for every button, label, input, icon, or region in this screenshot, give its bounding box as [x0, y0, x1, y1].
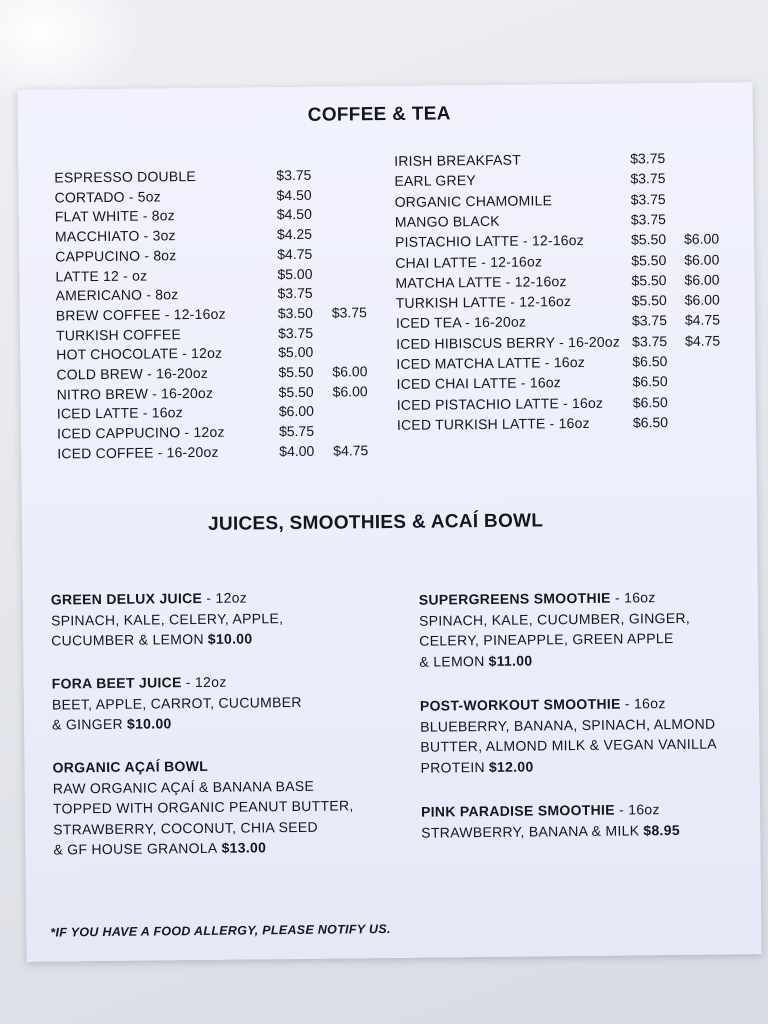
menu-item-price-large: $3.75: [331, 304, 367, 321]
drink-ingredients: [420, 754, 717, 778]
drink-item: [52, 671, 303, 735]
coffee-tea-heading: COFFEE & TEA: [307, 103, 451, 126]
ingredient-text: & LEMON: [419, 652, 485, 670]
drink-ingredients: [51, 608, 283, 631]
menu-item-price-large: $6.00: [332, 382, 368, 400]
ingredient-text: PROTEIN: [420, 758, 485, 776]
menu-item-name: NITRO BREW - 16-20oz: [56, 384, 214, 403]
juices-heading: JUICES, SMOOTHIES & ACAÍ BOWL: [207, 510, 544, 535]
menu-item-name: ICED CAPPUCINO - 12oz: [56, 423, 225, 442]
drink-ingredients: [53, 816, 354, 840]
menu-item-price: $5.50: [630, 231, 667, 248]
drink-item: [421, 799, 680, 843]
ingredient-text: RAW ORGANIC AÇAÍ & BANANA BASE: [52, 777, 315, 797]
drink-ingredients: [52, 691, 302, 714]
menu-item-price: $3.75: [277, 324, 314, 341]
menu-item-price: $5.50: [631, 292, 667, 309]
drink-size: - 16oz: [614, 801, 660, 818]
drink-name: ORGANIC AÇAÍ BOWL: [52, 757, 209, 776]
drink-ingredients: [53, 836, 354, 860]
drink-ingredients: [420, 734, 717, 758]
menu-item-price: $5.75: [278, 422, 315, 440]
menu-item-name: ICED CHAI LATTE - 16oz: [396, 374, 562, 393]
menu-item-price-large: $4.75: [685, 332, 721, 349]
menu-item-price: $5.50: [278, 383, 314, 400]
menu-item-price: $5.50: [631, 271, 667, 289]
menu-item-price: $6.50: [632, 413, 669, 431]
drink-ingredients: [419, 607, 690, 630]
drink-ingredients: [419, 648, 690, 671]
menu-item-name: COLD BREW - 16-20oz: [56, 364, 209, 383]
menu-item-name: MACCHIATO - 3oz: [54, 227, 176, 245]
menu-item-name: AMERICANO - 8oz: [55, 286, 179, 304]
menu-item-name: CHAI LATTE - 12-16oz: [395, 252, 543, 271]
drink-price: $11.00: [488, 652, 533, 669]
menu-item-price: $3.75: [630, 210, 666, 228]
drink-item: [420, 693, 717, 778]
menu-item-price: $3.75: [632, 332, 668, 350]
drink-size: - 16oz: [620, 695, 666, 712]
menu-item-name: ICED HIBISCUS BERRY - 16-20oz: [396, 333, 621, 352]
drink-size: - 16oz: [610, 589, 656, 606]
menu-item-price: $6.00: [278, 403, 314, 420]
menu-item-price: $6.50: [632, 393, 668, 411]
drink-ingredients: [53, 795, 354, 819]
ingredient-text: SPINACH, KALE, CUCUMBER, GINGER,: [418, 609, 691, 629]
menu-item-price: $4.50: [276, 186, 312, 203]
menu-item-name: HOT CHOCOLATE - 12oz: [56, 345, 223, 363]
drink-size: - 12oz: [181, 673, 227, 691]
drink-name: POST-WORKOUT SMOOTHIE: [419, 695, 621, 714]
menu-item-name: TURKISH LATTE - 12-16oz: [395, 293, 572, 312]
drink-name: SUPERGREENS SMOOTHIE: [418, 589, 611, 608]
menu-item-name: CAPPUCINO - 8oz: [55, 247, 177, 265]
menu-item-price: $6.50: [632, 353, 668, 370]
menu-item-price: $3.75: [631, 312, 668, 329]
menu-item-price: $3.75: [630, 190, 666, 208]
drink-title-line: [419, 587, 690, 610]
menu-item-name: IRISH BREAKFAST: [394, 151, 521, 169]
menu-item-name: ESPRESSO DOUBLE: [54, 168, 196, 186]
menu-item-name: LATTE 12 - oz: [55, 267, 148, 284]
menu-item-price: $3.75: [277, 284, 313, 302]
menu-item-price-large: $4.75: [333, 442, 369, 459]
menu-item-name: ICED LATTE - 16oz: [56, 404, 184, 422]
menu-item-price-large: $6.00: [332, 363, 368, 380]
menu-item-price: $5.50: [631, 251, 667, 268]
menu-item-price: $3.75: [276, 166, 312, 184]
ingredient-text: BUTTER, ALMOND MILK & VEGAN VANILLA: [420, 735, 717, 755]
menu-item-price-large: $4.75: [684, 311, 721, 329]
ingredient-text: BLUEBERRY, BANANA, SPINACH, ALMOND: [420, 715, 716, 735]
menu-item-name: ICED COFFEE - 16-20oz: [57, 443, 219, 462]
drink-title-line: [51, 587, 283, 610]
ingredient-text: STRAWBERRY, BANANA & MILK: [421, 821, 640, 841]
menu-item-price: $5.50: [278, 363, 314, 381]
menu-item-name: ICED TURKISH LATTE - 16oz: [396, 414, 590, 433]
menu-item-price: $4.25: [276, 225, 313, 243]
menu-item-price: $3.50: [277, 304, 313, 322]
drink-size: - 12oz: [202, 589, 248, 606]
ingredient-text: & GF HOUSE GRANOLA: [53, 839, 218, 858]
menu-item-name: ORGANIC CHAMOMILE: [394, 191, 553, 210]
drink-name: GREEN DELUX JUICE: [50, 589, 203, 608]
menu-item-price-large: $6.00: [684, 271, 720, 288]
menu-item-name: ICED TEA - 16-20oz: [395, 313, 527, 332]
allergy-note: *IF YOU HAVE A FOOD ALLERGY, PLEASE NOTIFY US.: [50, 922, 391, 940]
menu-item-price: $3.75: [630, 170, 666, 187]
menu-item-name: EARL GREY: [394, 172, 476, 190]
menu-item-name: FLAT WHITE - 8oz: [54, 207, 176, 225]
drink-ingredients: [419, 628, 690, 651]
drink-price: $10.00: [207, 630, 253, 647]
drink-price: $12.00: [488, 758, 534, 775]
menu-item-price: $5.00: [278, 344, 314, 361]
drink-ingredients: [421, 819, 680, 842]
drink-name: FORA BEET JUICE: [51, 674, 182, 692]
drink-title-line: [421, 799, 680, 822]
ingredient-text: TOPPED WITH ORGANIC PEANUT BUTTER,: [52, 797, 354, 817]
drink-ingredients: [52, 712, 302, 735]
menu-item-name: MATCHA LATTE - 12-16oz: [395, 272, 567, 291]
menu-item-price: $4.75: [277, 245, 313, 262]
menu-item-price: $4.50: [276, 206, 312, 223]
ingredient-text: STRAWBERRY, COCONUT, CHIA SEED: [53, 818, 318, 838]
ingredient-text: CUCUMBER & LEMON: [51, 630, 204, 649]
menu-item-name: ICED PISTACHIO LATTE - 16oz: [396, 394, 604, 413]
drink-item: [52, 754, 354, 860]
ingredient-text: CELERY, PINEAPPLE, GREEN APPLE: [419, 630, 674, 649]
menu-item-name: CORTADO - 5oz: [54, 188, 161, 206]
ingredient-text: BEET, APPLE, CARROT, CUCUMBER: [51, 693, 302, 713]
drink-item: [419, 587, 691, 672]
ingredient-text: SPINACH, KALE, CELERY, APPLE,: [50, 609, 284, 629]
menu-item-price-large: $6.00: [684, 251, 720, 268]
menu-sheet: [17, 82, 761, 962]
drink-price: $13.00: [221, 839, 267, 856]
menu-item-price: $6.50: [632, 373, 668, 390]
drink-item: [51, 587, 284, 651]
drink-title-line: [52, 671, 302, 694]
menu-item-name: BREW COFFEE - 12-16oz: [55, 305, 226, 324]
menu-item-name: ICED MATCHA LATTE - 16oz: [396, 353, 586, 372]
menu-item-name: TURKISH COFFEE: [55, 325, 182, 344]
drink-price: $10.00: [126, 715, 172, 732]
ingredient-text: & GINGER: [52, 715, 124, 733]
menu-item-price: $4.00: [279, 442, 315, 459]
menu-item-name: MANGO BLACK: [394, 212, 500, 230]
drink-price: $8.95: [643, 821, 680, 838]
drink-ingredients: [51, 628, 283, 651]
menu-item-price-large: $6.00: [683, 230, 720, 248]
menu-item-price-large: $6.00: [684, 291, 720, 308]
menu-item-name: PISTACHIO LATTE - 12-16oz: [394, 232, 585, 251]
menu-item-price: $5.00: [277, 265, 313, 282]
drink-name: PINK PARADISE SMOOTHIE: [420, 801, 615, 820]
menu-item-price: $3.75: [630, 150, 666, 167]
